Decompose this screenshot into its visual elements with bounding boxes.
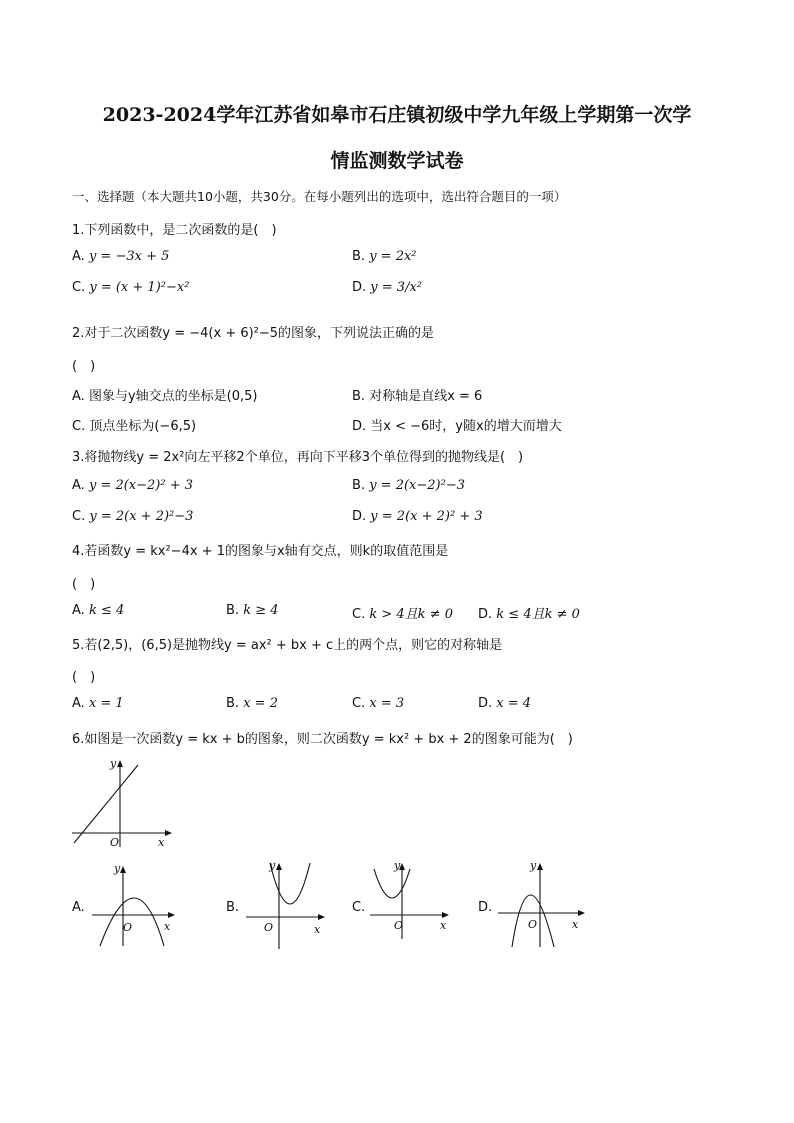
q3-option-b[interactable] (352, 478, 465, 493)
q6-option-c-origin-label: O (394, 919, 404, 932)
q4-option-a-label: A. (72, 603, 85, 618)
q2-option-a-text: 图象与y轴交点的坐标是(0,5) (88, 389, 258, 404)
q6-option-b-x-label: x (314, 923, 321, 936)
q5-option-c-label: C. (352, 696, 366, 711)
question-4-answer-paren: ( ) (72, 577, 96, 592)
q3-option-a-label: A. (72, 478, 85, 493)
q6-option-d-graph[interactable] (494, 855, 594, 952)
question-5-answer-paren: ( ) (72, 670, 96, 685)
q4-option-d-text: k ≤ 4且k ≠ 0 (496, 607, 580, 622)
paper-title-line1: 2023-2024学年江苏省如皋市石庄镇初级中学九年级上学期第一次学 (102, 104, 692, 126)
q1-option-b[interactable] (352, 249, 417, 264)
q5-option-c-text: x = 3 (369, 696, 405, 711)
q3-option-c-label: C. (72, 509, 86, 524)
q6-option-c-x-label: x (440, 919, 447, 932)
q6-linear-graph (66, 755, 178, 850)
q5-option-b-text: x = 2 (243, 696, 278, 711)
q6-option-a-label[interactable]: A. (72, 900, 85, 915)
q6-option-a-origin-label: O (123, 921, 133, 934)
q2-option-a[interactable] (72, 385, 257, 404)
question-3-stem: 3.将抛物线y = 2x²向左平移2个单位，再向下平移3个单位得到的抛物线是( ) (72, 450, 524, 465)
section-header: 一、选择题（本大题共10小题，共30分。在每小题列出的选项中，选出符合题目的一项） (72, 189, 567, 204)
q6-option-c-label[interactable]: C. (352, 900, 366, 915)
q5-option-a-text: x = 1 (88, 696, 124, 711)
q4-option-d-label: D. (478, 607, 493, 622)
q6-option-d-label[interactable]: D. (478, 900, 493, 915)
q6-option-c-y-label: y (394, 859, 401, 872)
q1-option-b-text: y = 2x² (369, 249, 417, 264)
q1-option-c-label: C. (72, 280, 86, 295)
q6-option-c-parabola (374, 869, 410, 898)
q4-option-a-text: k ≤ 4 (88, 603, 125, 618)
q6-option-a-x-label: x (164, 920, 171, 933)
q1-option-a[interactable] (72, 249, 169, 264)
q6-linear-line (74, 765, 138, 843)
q2-option-b-label: B. (352, 389, 366, 404)
q6-option-b-label[interactable]: B. (226, 900, 240, 915)
q4-option-c[interactable] (352, 603, 453, 622)
question-5-stem: 5.若(2,5)，(6,5)是抛物线y = ax² + bx + c上的两个点，则它的对称轴是 (72, 638, 503, 653)
q5-option-d[interactable] (478, 696, 531, 711)
q2-option-d-label: D. (352, 419, 367, 434)
q6-option-d-x-label: x (572, 918, 579, 931)
q6-option-b-graph[interactable] (242, 855, 337, 952)
q1-option-a-label: A. (72, 249, 85, 264)
q3-option-a[interactable] (72, 478, 193, 493)
q2-option-d-text: 当x < −6时，y随x的增大而增大 (370, 419, 562, 434)
paper-title-line2: 情监测数学试卷 (330, 150, 464, 172)
q2-option-b-text: 对称轴是直线x = 6 (369, 389, 483, 404)
q5-option-b[interactable] (226, 696, 278, 711)
q5-option-a-label: A. (72, 696, 85, 711)
q6-option-d-origin-label: O (528, 918, 538, 931)
q1-option-d-label: D. (352, 280, 367, 295)
q6-x-axis-arrow (165, 830, 172, 836)
q1-option-d[interactable] (352, 280, 422, 295)
q3-option-c-text: y = 2(x + 2)²−3 (89, 509, 194, 524)
q5-option-d-label: D. (478, 696, 493, 711)
q6-option-a-y-label: y (114, 862, 121, 875)
q3-option-b-text: y = 2(x−2)²−3 (369, 478, 465, 493)
q5-option-b-label: B. (226, 696, 240, 711)
q5-option-a[interactable] (72, 696, 124, 711)
question-6-stem: 6.如图是一次函数y = kx + b的图象，则二次函数y = kx² + bx + 2的图象可能为( ) (72, 732, 573, 747)
q2-option-a-label: A. (72, 389, 85, 404)
q3-option-c[interactable] (72, 509, 193, 524)
q6-option-c-graph[interactable] (366, 855, 461, 945)
q2-option-c[interactable] (72, 415, 196, 434)
q2-option-d[interactable] (352, 415, 562, 434)
q6-origin-label: O (110, 836, 120, 849)
q4-option-b[interactable] (226, 603, 279, 618)
q2-option-c-label: C. (72, 419, 86, 434)
q3-option-d-text: y = 2(x + 2)² + 3 (370, 509, 483, 524)
q6-option-b-origin-label: O (264, 921, 274, 934)
q4-option-a[interactable] (72, 603, 124, 618)
q3-option-a-text: y = 2(x−2)² + 3 (88, 478, 193, 493)
q4-option-b-text: k ≥ 4 (243, 603, 279, 618)
question-2-stem: 2.对于二次函数y = −4(x + 6)²−5的图象，下列说法正确的是 (72, 326, 435, 341)
q6-option-d-y-label: y (530, 859, 537, 872)
q1-option-a-text: y = −3x + 5 (88, 249, 170, 264)
q4-option-c-text: k > 4且k ≠ 0 (369, 607, 453, 622)
q1-option-c[interactable] (72, 280, 189, 295)
question-2-answer-paren: ( ) (72, 359, 96, 374)
q3-option-d-label: D. (352, 509, 367, 524)
q4-option-c-label: C. (352, 607, 366, 622)
q4-option-b-label: B. (226, 603, 240, 618)
q3-option-b-label: B. (352, 478, 366, 493)
question-1-stem: 1.下列函数中，是二次函数的是( ) (72, 223, 277, 238)
question-4-stem: 4.若函数y = kx²−4x + 1的图象与x轴有交点，则k的取值范围是 (72, 544, 449, 559)
q2-option-b[interactable] (352, 385, 482, 404)
q1-option-d-text: y = 3/x² (370, 280, 422, 295)
q6-option-b-y-label: y (269, 859, 276, 872)
q6-option-b-parabola (270, 863, 310, 904)
q6-option-a-graph[interactable] (88, 860, 183, 950)
q2-option-c-text: 顶点坐标为(−6,5) (89, 419, 197, 434)
q5-option-d-text: x = 4 (496, 696, 532, 711)
q6-x-label: x (158, 836, 165, 849)
q3-option-d[interactable] (352, 509, 483, 524)
q6-y-label: y (110, 757, 117, 770)
q6-y-axis-arrow (117, 760, 123, 767)
q1-option-c-text: y = (x + 1)²−x² (89, 280, 190, 295)
q1-option-b-label: B. (352, 249, 366, 264)
q5-option-c[interactable] (352, 696, 404, 711)
q4-option-d[interactable] (478, 603, 580, 622)
